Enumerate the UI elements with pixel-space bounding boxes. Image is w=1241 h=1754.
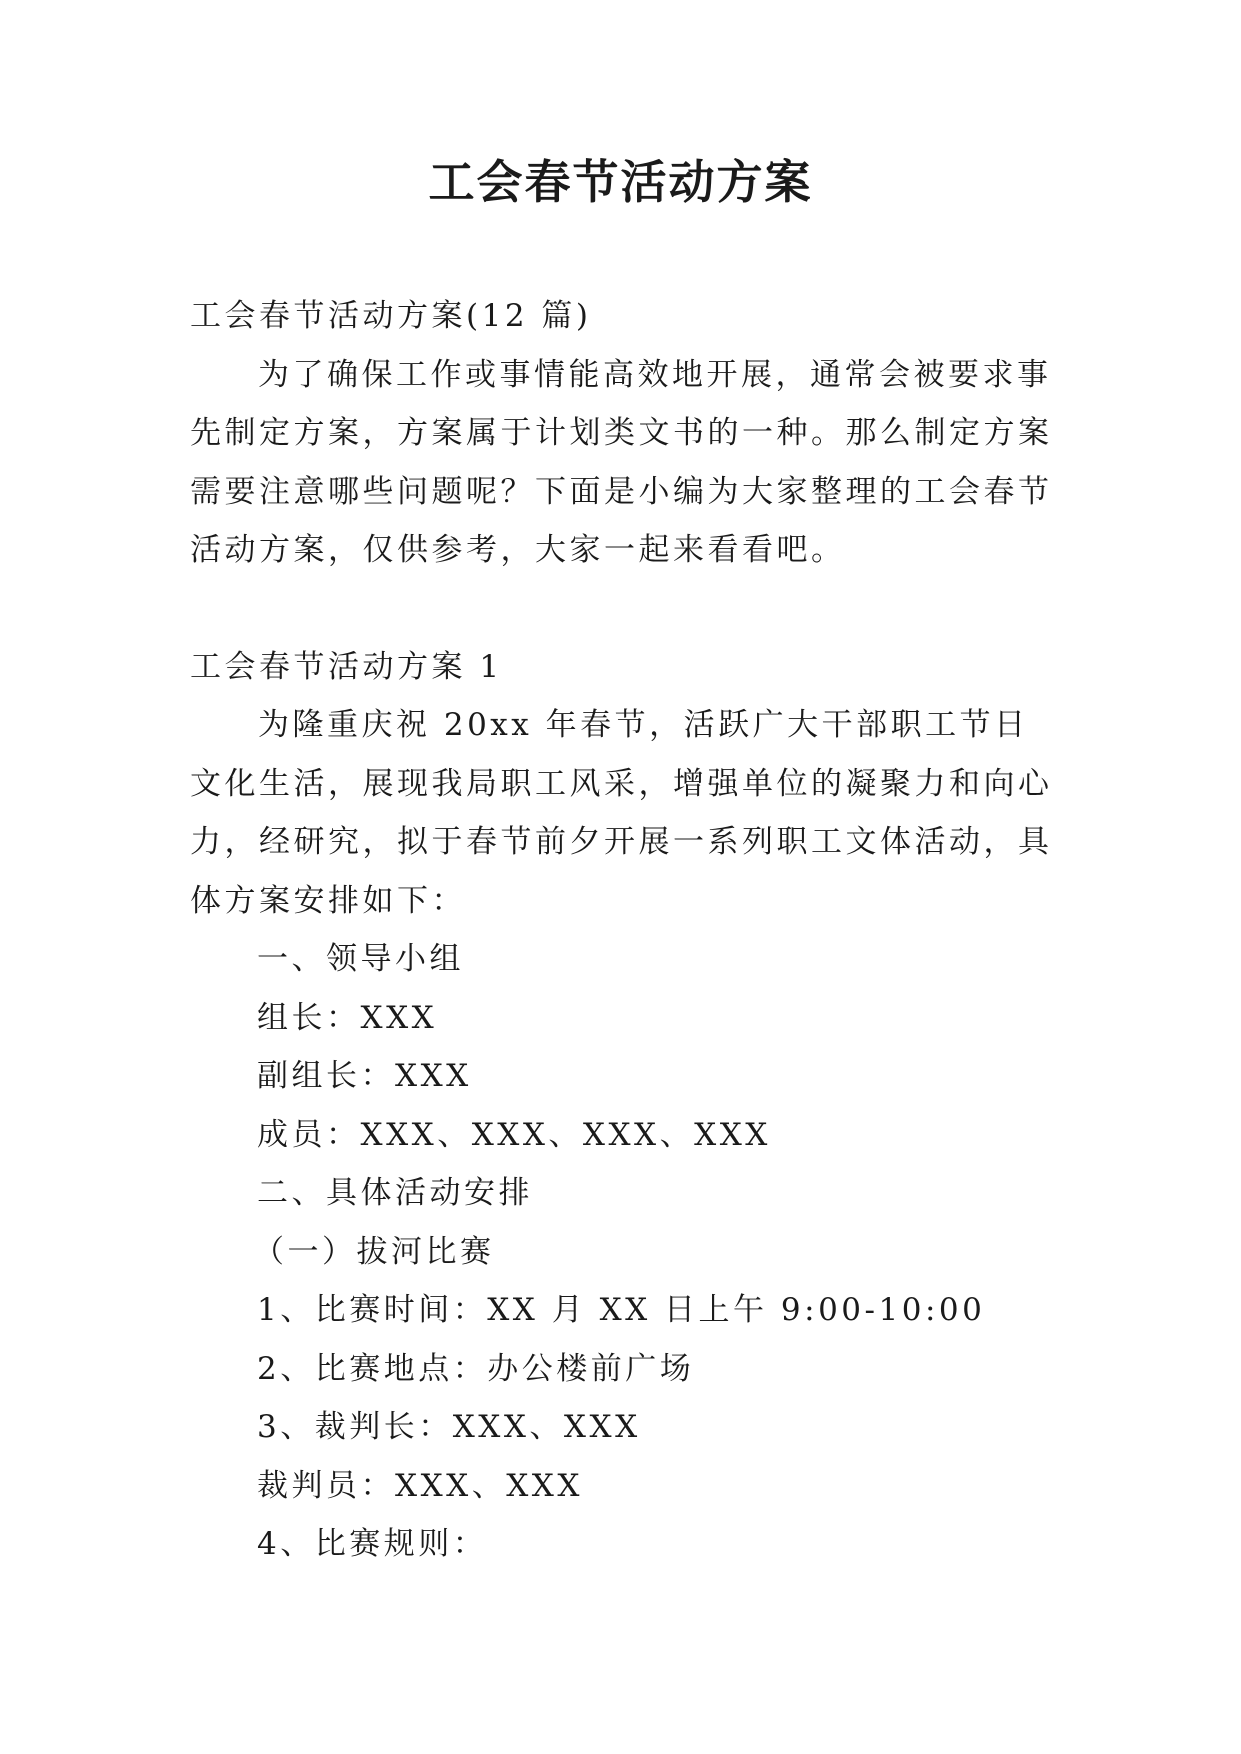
leader-line: 组长：XXX (257, 999, 438, 1036)
referees-line: 裁判员：XXX、XXX (257, 1467, 583, 1504)
match-location-line: 2、比赛地点：办公楼前广场 (257, 1350, 695, 1387)
section-heading: 工会春节活动方案 1 (190, 648, 503, 685)
chief-referee-line: 3、裁判长：XXX、XXX (257, 1409, 641, 1445)
tug-of-war-heading: （一）拔河比赛 (253, 1233, 495, 1270)
members-line: 成员：XXX、XXX、XXX、XXX (257, 1116, 771, 1153)
section-intro-paragraph: 为隆重庆祝 20xx 年春节，活跃广大干部职工节日文化生活，展现我局职工风采，增强单位的凝聚力和向心力，经研究，拟于春节前夕开展一系列职工文体活动，具体方案安排如下： (190, 707, 1053, 919)
document-subtitle: 工会春节活动方案(12 篇) (190, 298, 592, 334)
leadership-heading: 一、领导小组 (257, 941, 464, 977)
activities-heading: 二、具体活动安排 (257, 1175, 533, 1211)
deputy-leader-line: 副组长：XXX (257, 1058, 472, 1094)
match-rules-line: 4、比赛规则： (257, 1526, 488, 1562)
match-time-line: 1、比赛时间：XX 月 XX 日上午 9:00-10:00 (257, 1292, 986, 1328)
document-body (190, 287, 1060, 1574)
document-title: 工会春节活动方案 (428, 155, 813, 209)
intro-paragraph: 为了确保工作或事情能高效地开展，通常会被要求事先制定方案，方案属于计划类文书的一种。那么制定方案需要注意哪些问题呢？下面是小编为大家整理的工会春节活动方案，仅供参考，大家一起来看看吧。 (190, 356, 1053, 568)
paragraph-gap (190, 580, 1060, 638)
